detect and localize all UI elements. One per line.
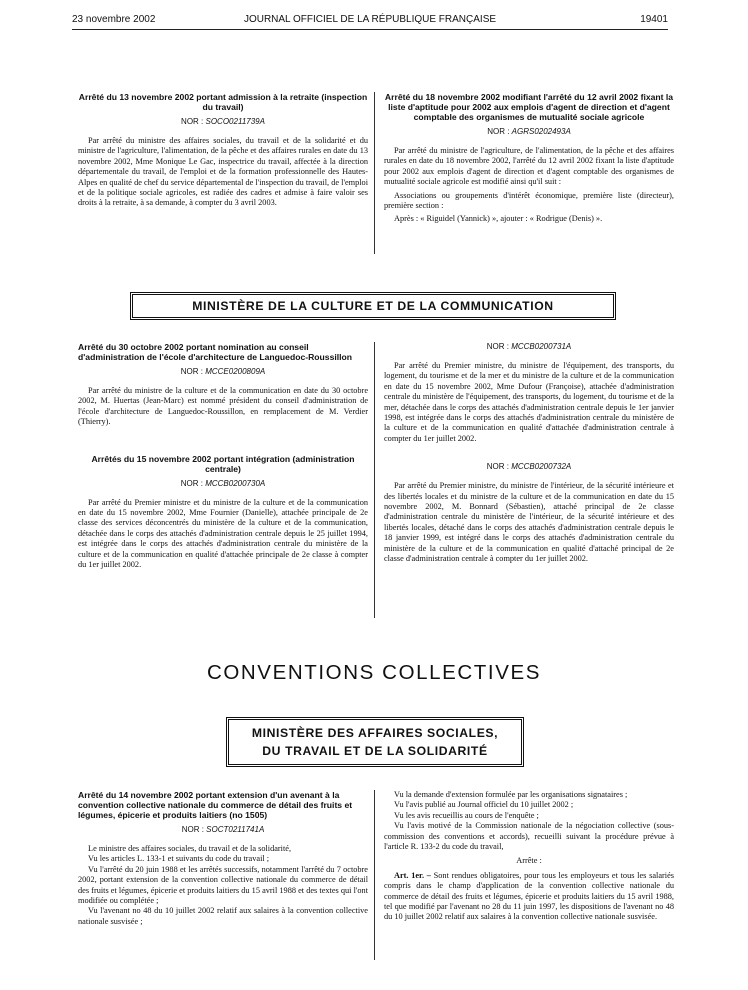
column-divider-top — [374, 92, 375, 254]
nor-label: NOR : — [180, 478, 206, 488]
article-extension-continued — [384, 790, 674, 923]
nor-code: SOCT0211741A — [206, 825, 265, 834]
article-extension — [78, 790, 368, 927]
column-divider-middle — [374, 342, 375, 618]
article-one-label: Art. 1er. – — [394, 870, 431, 880]
article-title: Arrêté du 30 octobre 2002 portant nomination au conseil d'administration de l'école d'architecture de Languedoc-Roussillon — [78, 342, 353, 362]
ministry-heading-social — [226, 717, 524, 767]
arrete-heading: Arrête : — [516, 856, 542, 866]
column-divider-bottom — [374, 790, 375, 960]
nor-reference — [384, 342, 674, 351]
nor-reference — [384, 462, 674, 471]
nor-label: NOR : — [486, 342, 512, 351]
article-title: Arrêté du 18 novembre 2002 modifiant l'arrêté du 12 avril 2002 fixant la liste d'aptitude pour 2002 aux emplois d'agent de direction et d'agent comptable des organismes de mutualité sociale agricole — [384, 92, 674, 122]
article-integration — [384, 342, 674, 565]
nor-reference — [78, 367, 368, 376]
nor-reference — [384, 127, 674, 136]
article-body: Par arrêté du ministre de l'agriculture, de l'alimentation, de la pêche et des affaires rurales en date du 18 novembre 2002, l'arrêté du 12 avril 2002 fixant la liste d'aptitude pour 2002 aux emplois d'agent de direction et d'agent comptable des organismes de mutualité sociale agricole est modifié ainsi qu'il suit : — [384, 146, 674, 187]
nor-code: SOCO0211739A — [205, 117, 265, 126]
article-body: Associations ou groupements d'intérêt économique, première liste (directeur), première section : — [384, 190, 674, 211]
nor-code: MCCB0200731A — [511, 342, 572, 351]
article-one-body: Sont rendues obligatoires, pour tous les employeurs et tous les salariés compris dans le champ d'application de la convention collective nationale du commerce de détail des fruits et légumes, épicerie et produits laitiers du 15 avril 1988, tel que modifié par l'avenant no 28 du 11 juin 1997, les dispositions de l'avenant no 48 du 10 juillet 2002 relatif aux salaires à la convention collective nationale susvisée. — [384, 870, 674, 922]
nor-reference — [78, 479, 368, 488]
article-body: Par arrêté du ministre des affaires sociales, du travail et de la solidarité et du ministre de l'agriculture, l'alimentation, de la pêche et des affaires rurales en date du 13 novembre 2002, Mme Monique Le Gac, inspectrice du travail, affectée à la direction départementale du travail, de l'emploi et de la formation professionnelle des Hautes-Alpes en qualité de chef du service départemental de l'inspection du travail, de l'emploi et de la politique sociale agricoles, est radiée des cadres et admise à faire valoir ses droits à la retraite, à sa demande, à compter du 3 avril 2003. — [78, 136, 368, 208]
section-heading: CONVENTIONS COLLECTIVES — [206, 661, 542, 684]
ministry-line-1: MINISTÈRE DES AFFAIRES SOCIALES, — [251, 726, 499, 740]
nor-label: NOR : — [181, 825, 207, 834]
page-header — [72, 14, 668, 30]
article-body: Vu l'arrêté du 20 juin 1988 et les arrêtés successifs, notamment l'arrêté du 7 octobre 2002, portant extension de la convention collective nationale du commerce de détail des fruits et légumes, épicerie et produits laitiers du 15 avril 1988 et des textes qui l'ont modifiée ou complétée ; — [78, 864, 368, 906]
article-body: Par arrêté du Premier ministre, du ministre de l'équipement, des transports, du logement, du tourisme et de la mer et du ministre de la culture et de la communication en date du 15 novembre 2002, Mme Dufour (Françoise), attachée d'administration centrale du ministère de l'équipement, des transports, du logement, du tourisme et de la mer, détachée dans le corps des attachés d'administration centrale depuis le 1er janvier 1998, est intégrée dans le corps des attachés d'administration centrale du ministère de la culture et de la communication en qualité d'attachée d'administration centrale à compter du 1er juillet 2002. — [384, 361, 674, 443]
nor-reference — [78, 117, 368, 126]
article-one — [384, 871, 674, 923]
journal-title: JOURNAL OFFICIEL DE LA RÉPUBLIQUE FRANÇAISE — [243, 14, 497, 25]
header-date: 23 novembre 2002 — [72, 14, 156, 25]
nor-code: MCCB0200732A — [511, 462, 572, 472]
nor-label: NOR : — [486, 462, 512, 472]
article-title: Arrêtés du 15 novembre 2002 portant intégration (administration centrale) — [91, 453, 355, 474]
nor-code: MCCE0200809A — [205, 367, 266, 376]
article-aptitude — [384, 92, 674, 225]
article-body: Vu l'avis publié au Journal officiel du 10 juillet 2002 ; — [394, 800, 574, 810]
article-body: Vu les avis recueillis au cours de l'enquête ; — [394, 810, 539, 820]
nor-label: NOR : — [181, 117, 206, 126]
article-title: Arrêté du 14 novembre 2002 portant extension d'un avenant à la convention collective nationale du commerce de détail des fruits et légumes, épicerie et produits laitiers (no 1505) — [78, 790, 353, 820]
article-title: Arrêté du 13 novembre 2002 portant admission à la retraite (inspection du travail) — [78, 92, 368, 112]
nor-code: AGRS0202493A — [511, 127, 571, 136]
article-body: Vu la demande d'extension formulée par les organisations signataires ; — [394, 790, 628, 799]
article-body: Par arrêté du Premier ministre et du ministre de la culture et de la communication en date du 15 novembre 2002, Mme Fournier (Danielle), attachée principale de 2e classe des services déconcentrés du ministère de la culture et de la communication, détachée dans le corps des attachés d'administration centrale depuis le 25 juillet 1994, est intégrée dans le corps des attachés d'administration centrale du ministère de la culture et de la communication en qualité d'attachée principale de 2e classe à compter du 1er juillet 2002. — [78, 497, 368, 570]
page-number: 19401 — [640, 14, 668, 25]
nor-label: NOR : — [180, 367, 206, 376]
ministry-line-2: DU TRAVAIL ET DE LA SOLIDARITÉ — [262, 744, 488, 758]
ministry-heading-culture: MINISTÈRE DE LA CULTURE ET DE LA COMMUNICATION — [130, 292, 616, 320]
article-body: Vu l'avis motivé de la Commission nationale de la négociation collective (sous-commission des conventions et accords), recueilli suivant la procédure prévue à l'article R. 133-2 du code du travail, — [384, 821, 674, 852]
article-body: Vu les articles L. 133-1 et suivants du code du travail ; — [88, 854, 270, 864]
article-nomination — [78, 342, 368, 570]
article-body: Par arrêté du ministre de la culture et de la communication en date du 30 octobre 2002, M. Huertas (Jean-Marc) est nommé président du conseil d'administration de l'école d'architecture de Languedoc-Roussillon, en remplacement de M. Verdier (Thierry). — [78, 386, 368, 427]
article-body: Le ministre des affaires sociales, du travail et de la solidarité, — [88, 844, 292, 853]
article-body: Après : « Riguidel (Yannick) », ajouter : « Rodrigue (Denis) ». — [394, 214, 603, 224]
article-body: Par arrêté du Premier ministre, du ministre de l'intérieur, de la sécurité intérieure et des libertés locales et du ministre de la culture et de la communication en date du 15 novembre 2002, M. Bonnard (Sébastien), attaché principal de 2e classe d'administration centrale du ministère de l'intérieur, de la sécurité intérieure et des libertés locales, détaché dans le corps des attachés d'administration centrale depuis le 18 janvier 1999, est intégré dans le corps des attachés d'administration centrale du ministère de la culture et de la communication en qualité d'attaché principal de 2e classe d'administration centrale à compter du 1er juillet 2002. — [384, 481, 674, 564]
nor-reference — [78, 825, 368, 834]
article-body: Vu l'avenant no 48 du 10 juillet 2002 relatif aux salaires à la convention collective nationale susvisée ; — [78, 906, 368, 926]
nor-label: NOR : — [487, 127, 512, 136]
article-retraite — [78, 92, 368, 209]
nor-code: MCCB0200730A — [205, 478, 266, 488]
